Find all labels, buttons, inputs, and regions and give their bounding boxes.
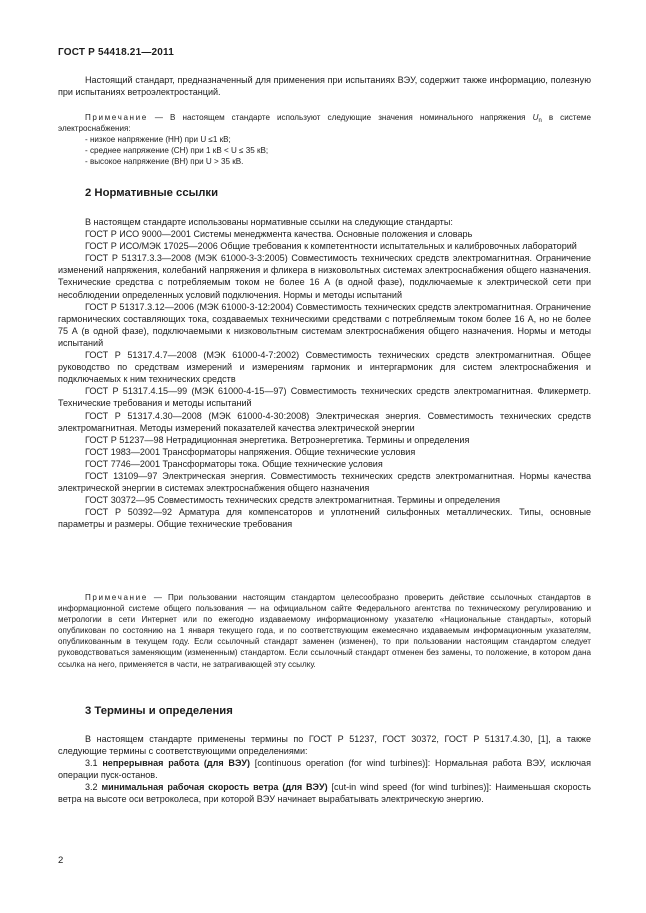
- term-3-1: 3.1 непрерывная работа (для ВЭУ) [continuous operation (for wind turbines)]: Нормальная работа ВЭУ, исключая операции пуск-останов.: [58, 758, 591, 781]
- note-label: Примечание: [85, 113, 148, 122]
- terms-block: [58, 733, 591, 806]
- reference-item: ГОСТ Р 51317.3.12—2006 (МЭК 61000-3-12:2004) Совместимость технических средств электромагнитная. Ограничение гармонических составляющих тока, создаваемых техническими средствами с потребляемым током более 16 А, но не более 75 А (в одной фазе), подключаемыми к низковольтным системам электроснабжения общего назначения. Нормы и методы испытаний: [58, 301, 591, 348]
- voltage-item-low: - низкое напряжение (НН) при U ≤1 кВ;: [85, 135, 231, 145]
- reference-item: ГОСТ Р ИСО 9000—2001 Системы менеджмента качества. Основные положения и словарь: [85, 229, 473, 240]
- reference-item: ГОСТ 1983—2001 Трансформаторы напряжения. Общие технические условия: [85, 446, 416, 457]
- voltage-note-text: Примечание — В настоящем стандарте используют следующие значения номинального напряжения $U_n$ в системе электроснабжения:: [58, 113, 591, 134]
- section-2: [58, 186, 591, 200]
- reference-item: ГОСТ 13109—97 Электрическая энергия. Совместимость технических средств электромагнитная. Нормы качества электрической энергии в системах электроснабжения общего назначения: [58, 470, 591, 494]
- reference-item: ГОСТ Р ИСО/МЭК 17025—2006 Общие требования к компетентности испытательных и калибровочных лабораторий: [85, 241, 577, 252]
- reference-item: ГОСТ 7746—2001 Трансформаторы тока. Общие технические условия: [85, 458, 383, 469]
- references-note-text: Примечание — При пользовании настоящим стандартом целесообразно проверить действие ссылочных стандартов в информационной системе общего пользования — на официальном сайте Федерального агентства по техническому регулированию и метрологии в сети Интернет или по ежегодно издаваемому информационному указателю «Национальные стандарты», который опубликован по состоянию на 1 января текущего года, и по соответствующим ежемесячно издаваемым информационным указателям, опубликованным в текущем году. Если ссылочный стандарт заменен (изменен), то при пользовании настоящим стандартом следует руководствоваться заменяющим (измененным) стандартом. Если ссылочный стандарт отменен без замены, то положение, в котором дана ссылка на него, применяется в части, не затрагивающей эту ссылку.: [58, 593, 591, 669]
- references-note: [58, 592, 591, 670]
- term-name: минимальная рабочая скорость ветра (для ВЭУ): [101, 782, 328, 793]
- reference-item: ГОСТ 30372—95 Совместимость технических средств электромагнитная. Термины и определения: [85, 495, 500, 506]
- term-name: непрерывная работа (для ВЭУ): [102, 758, 251, 769]
- document-header: ГОСТ Р 54418.21—2011: [58, 47, 175, 58]
- section-2-heading: 2 Нормативные ссылки: [85, 187, 219, 199]
- note-label: Примечание: [85, 593, 148, 602]
- page-number: 2: [58, 855, 64, 866]
- voltage-item-medium: - среднее напряжение (СН) при 1 кВ < U ≤ 35 кВ;: [85, 146, 269, 156]
- reference-item: ГОСТ Р 51237—98 Нетрадиционная энергетика. Ветроэнергетика. Термины и определения: [85, 434, 470, 445]
- reference-item: ГОСТ Р 51317.3.3—2008 (МЭК 61000-3-3:2005) Совместимость технических средств электромагнитная. Ограничение изменений напряжения, колебаний напряжения и фликера в низковольтных системах электроснабжения общего назначения. Технические средства с потребляемым током не более 16 А (в одной фазе), подключаемые к электрической сети при несоблюдении определенных условий подключения. Нормы и методы испытаний: [58, 253, 591, 300]
- voltage-note: [58, 112, 591, 167]
- reference-item: ГОСТ Р 51317.4.15—99 (МЭК 61000-4-15—97) Совместимость технических средств электромагнитная. Фликерметр. Технические требования и методы испытаний: [58, 386, 591, 409]
- intro-block: [58, 74, 591, 98]
- section-3-heading: 3 Термины и определения: [85, 705, 233, 717]
- reference-item: ГОСТ Р 51317.4.30—2008 (МЭК 61000-4-30:2008) Электрическая энергия. Совместимость технических средств электромагнитная. Методы измерений показателей качества электрической энергии: [58, 410, 591, 433]
- reference-item: В настоящем стандарте использованы нормативные ссылки на следующие стандарты:: [85, 217, 453, 227]
- reference-item: ГОСТ Р 50392—92 Арматура для компенсаторов и уплотнений сильфонных металлических. Типы, основные параметры и размеры. Общие технические требования: [58, 507, 591, 530]
- term-3-2: 3.2 минимальная рабочая скорость ветра (для ВЭУ) [cut-in wind speed (for wind turbines)]: Наименьшая скорость ветра на высоте оси ветроколеса, при которой ВЭУ начинает вырабатывать электрическую энергию.: [58, 782, 591, 805]
- reference-item: ГОСТ Р 51317.4.7—2008 (МЭК 61000-4-7:2002) Совместимость технических средств электромагнитная. Общее руководство по средствам измерений и измерениям гармоник и интергармоник для систем электроснабжения и подключаемых к ним технических средств: [58, 350, 591, 385]
- intro-paragraph: Настоящий стандарт, предназначенный для применения при испытаниях ВЭУ, содержит также информацию, полезную при испытаниях ветроэлектростанций.: [58, 75, 591, 98]
- voltage-item-high: - высокое напряжение (ВН) при U > 35 кВ.: [85, 157, 244, 167]
- references-list: [58, 216, 591, 530]
- terms-intro: В настоящем стандарте применены термины по ГОСТ Р 51237, ГОСТ 30372, ГОСТ Р 51317.4.30, [1], а также следующие термины с соответствующими определениями:: [58, 734, 591, 757]
- section-3: [58, 704, 591, 718]
